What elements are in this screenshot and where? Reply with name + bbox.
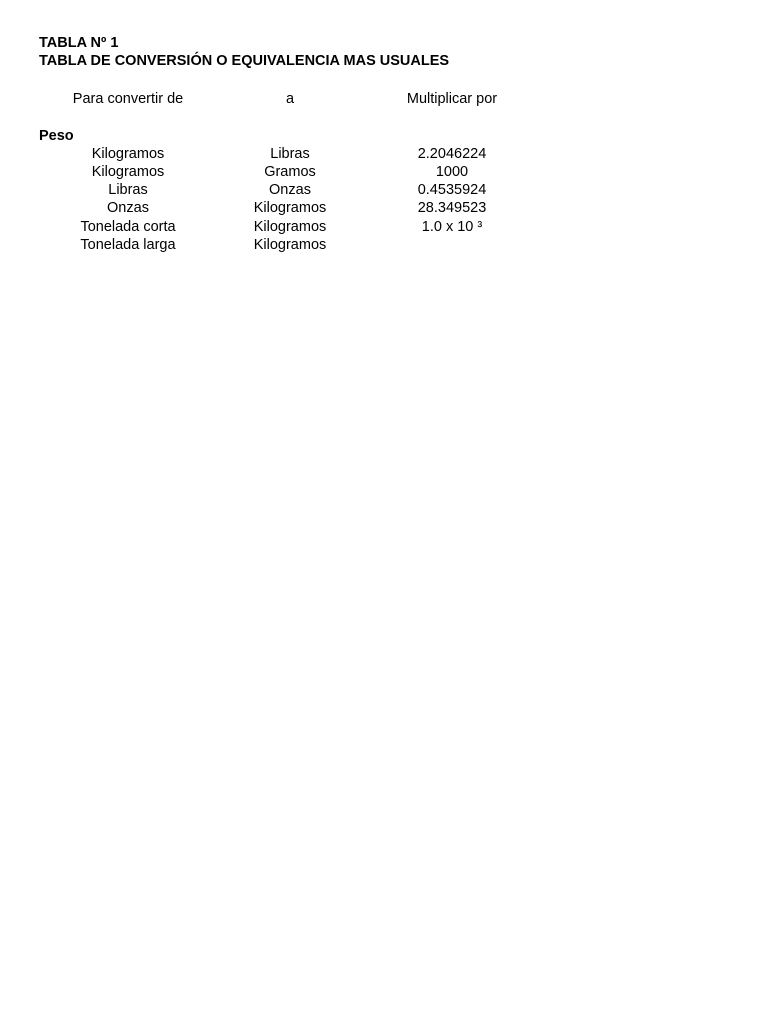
row-from-cell: Onzas	[107, 200, 149, 216]
row-factor-cell: 28.349523	[417, 200, 487, 216]
row-factor-cell: 0.4535924	[417, 182, 487, 198]
row-from-cell: Tonelada corta	[80, 219, 176, 235]
row-to-cell: Kilogramos	[253, 219, 327, 235]
header-convert-to: a	[285, 91, 295, 107]
row-to-cell: Gramos	[264, 164, 316, 180]
table-main-title: TABLA DE CONVERSIÓN O EQUIVALENCIA MAS USUALES	[39, 53, 450, 69]
row-from-cell: Kilogramos	[91, 164, 165, 180]
row-to-cell: Libras	[270, 146, 310, 162]
table-number-title: TABLA Nº 1	[39, 35, 119, 51]
row-to-cell: Kilogramos	[253, 237, 327, 253]
section-title-weight: Peso	[39, 128, 74, 144]
row-to-cell: Kilogramos	[253, 200, 327, 216]
header-convert-from: Para convertir de	[72, 91, 184, 107]
header-multiply-by: Multiplicar por	[406, 91, 498, 107]
row-from-cell: Tonelada larga	[80, 237, 176, 253]
row-from-cell: Libras	[108, 182, 148, 198]
row-from-cell: Kilogramos	[91, 146, 165, 162]
row-factor-cell: 1000	[435, 164, 469, 180]
row-factor-cell: 2.2046224	[417, 146, 487, 162]
row-factor-cell: 1.0 x 10 ³	[421, 219, 483, 235]
row-to-cell: Onzas	[269, 182, 311, 198]
